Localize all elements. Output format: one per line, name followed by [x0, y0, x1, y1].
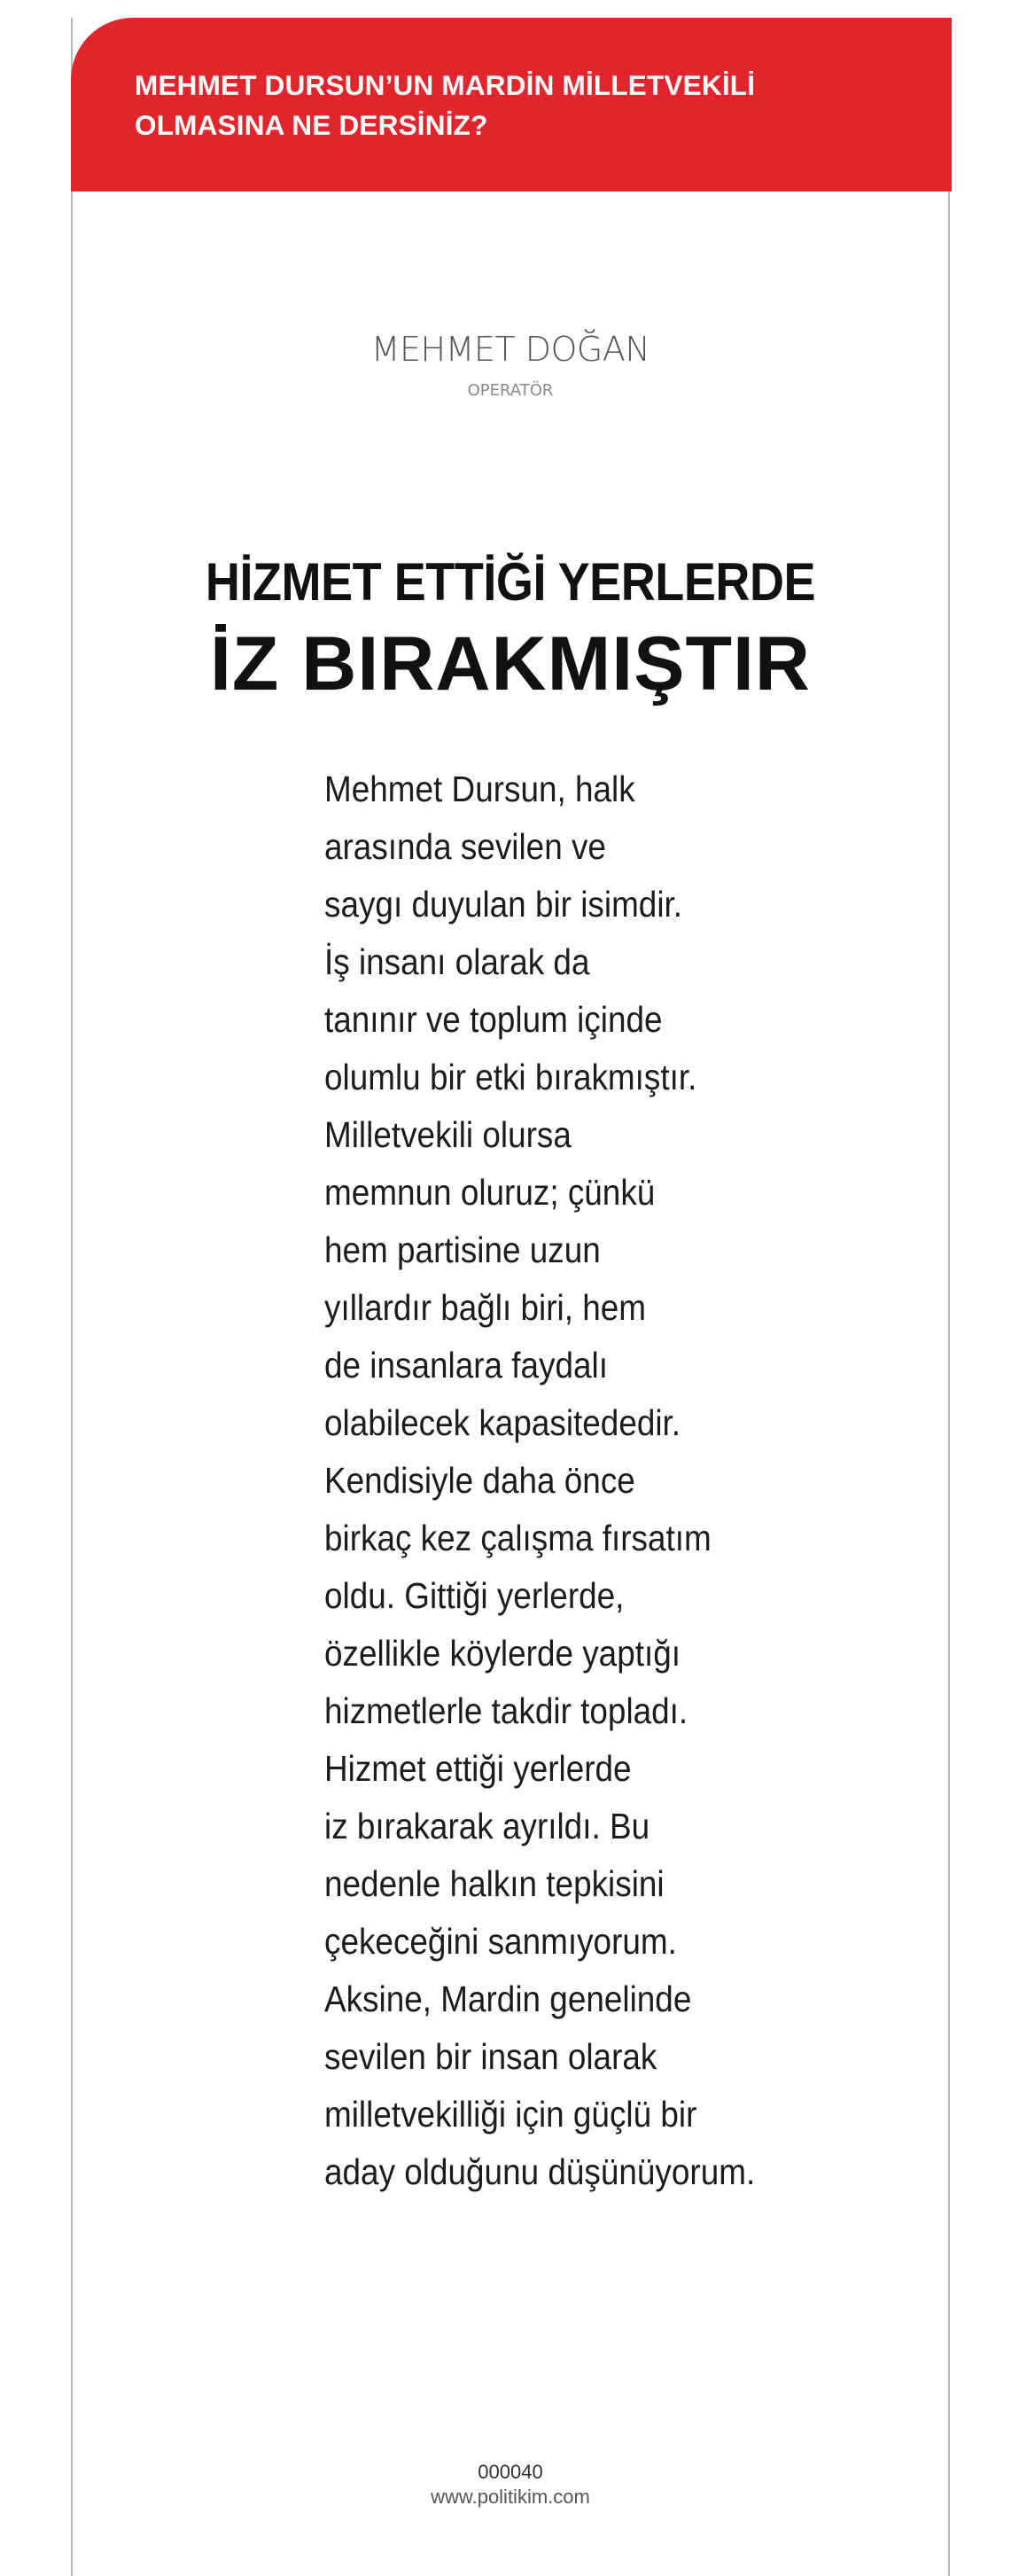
person-role: OPERATÖR — [467, 381, 554, 400]
headline-line-2: İZ BIRAKMIŞTIR — [209, 621, 812, 706]
body-line: Kendisiyle daha önce — [324, 1460, 635, 1501]
body-line: tanınır ve toplum içinde — [324, 999, 663, 1040]
body-line: özellikle köylerde yaptığı — [324, 1633, 681, 1674]
body-line: sevilen bir insan olarak — [324, 2036, 657, 2077]
body-line: saygı duyulan bir isimdir. — [324, 884, 683, 925]
question-banner — [71, 18, 952, 191]
body-line: çekeceğini sanmıyorum. — [324, 1921, 677, 1962]
body-line: Aksine, Mardin genelinde — [324, 1979, 692, 2019]
headline-line-1: HİZMET ETTİĞİ YERLERDE — [205, 552, 816, 612]
body-line: hizmetlerle takdir topladı. — [324, 1690, 688, 1731]
body-line: hem partisine uzun — [324, 1229, 601, 1270]
body-line: milletvekilliği için güçlü bir — [324, 2094, 697, 2135]
body-line: olabilecek kapasitededir. — [324, 1402, 681, 1443]
article-code: 000040 — [478, 2461, 543, 2483]
body-line: Mehmet Dursun, halk — [324, 769, 635, 809]
body-line: oldu. Gittiği yerlerde, — [324, 1575, 625, 1616]
body-line: İş insanı olarak da — [324, 941, 590, 982]
body-text — [324, 761, 856, 2201]
body-line: nedenle halkın tepkisini — [324, 1863, 665, 1904]
body-line: iz bırakarak ayrıldı. Bu — [324, 1806, 650, 1846]
body-line: Hizmet ettiği yerlerde — [324, 1748, 632, 1789]
article-card — [71, 18, 950, 2576]
body-line: yıllardır bağlı biri, hem — [324, 1287, 646, 1328]
website-link[interactable]: www.politikim.com — [431, 2486, 590, 2508]
body-line: birkaç kez çalışma fırsatım — [324, 1518, 712, 1558]
body-line: memnun oluruz; çünkü — [324, 1172, 656, 1213]
body-line: olumlu bir etki bırakmıştır. — [324, 1057, 697, 1097]
body-line: arasında sevilen ve — [324, 826, 606, 867]
body-line: de insanlara faydalı — [324, 1345, 609, 1386]
banner-title: MEHMET DURSUN’UN MARDİN MİLLETVEKİLİ OLMASINA NE DERSİNİZ? — [135, 69, 756, 141]
person-name: MEHMET DOĞAN — [370, 330, 650, 369]
body-line: aday olduğunu düşünüyorum. — [324, 2151, 756, 2192]
body-line: Milletvekili olursa — [324, 1114, 572, 1155]
